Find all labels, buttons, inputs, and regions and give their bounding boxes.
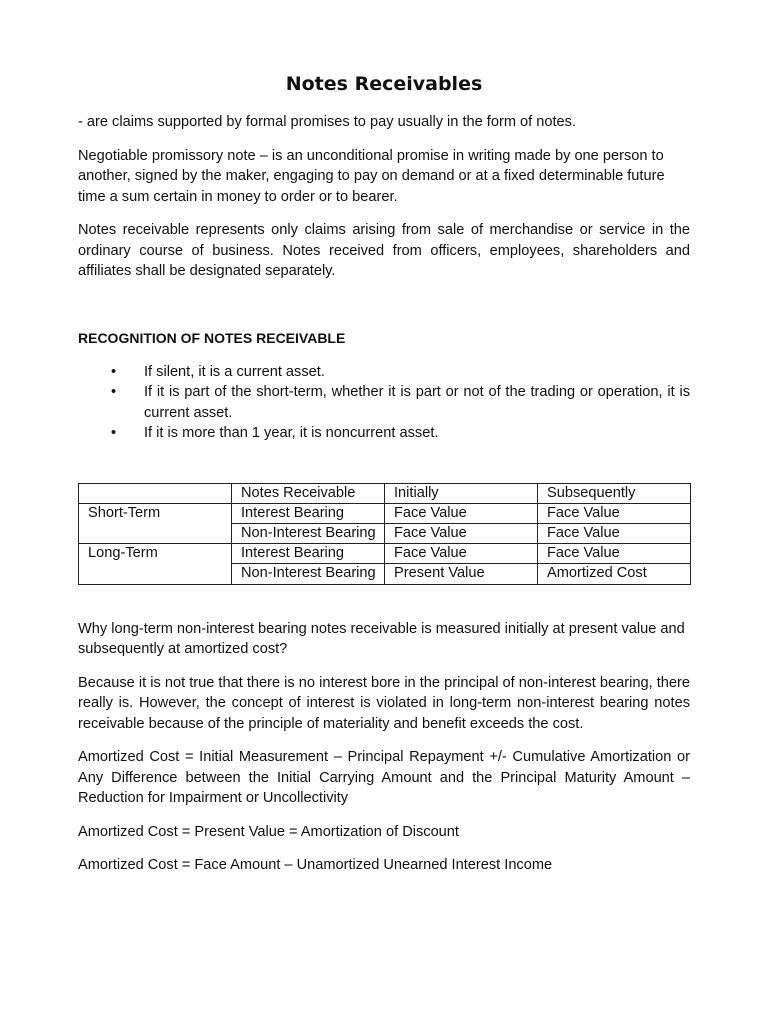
table-header-row <box>79 483 691 503</box>
list-item <box>111 423 690 444</box>
list-item-text: If it is more than 1 year, it is noncurrent asset. <box>144 425 439 441</box>
table-header-cell: Subsequently <box>538 483 691 503</box>
table-cell: Non-Interest Bearing <box>232 523 385 543</box>
intro-paragraph: - are claims supported by formal promises to pay usually in the form of notes. <box>78 114 577 130</box>
bullet-icon: • <box>111 384 117 400</box>
notes-receivable-definition-paragraph: Notes receivable represents only claims arising from sale of merchandise or service in the ordinary course of business. Notes received from officers, employees, shareholders and affiliates shall be designated separately. <box>78 222 690 279</box>
table-row <box>79 503 691 523</box>
answer-paragraph: Because it is not true that there is no interest bore in the principal of non-interest bearing, there really is. However, the concept of interest is violated in long-term non-interest bearing notes receivable because of the principle of materiality and benefit exceeds the cost. <box>78 674 690 732</box>
table-header-cell <box>79 483 232 503</box>
amortized-cost-formula-2: Amortized Cost = Present Value = Amortization of Discount <box>78 823 459 840</box>
table-cell: Amortized Cost <box>538 564 691 584</box>
amortized-cost-formula-1: Amortized Cost = Initial Measurement – Principal Repayment +/- Cumulative Amortization or Any Difference between the Initial Carrying Amount and the Principal Maturity Amount – Reduction for Impairment or Uncollectivity <box>78 749 690 807</box>
table-cell: Interest Bearing <box>232 544 385 564</box>
bullet-icon: • <box>111 363 117 380</box>
negotiable-note-paragraph: Negotiable promissory note – is an unconditional promise in writing made by one person to another, signed by the maker, engaging to pay on demand or at a fixed determinable future time a sum certain in money to order or to bearer. <box>78 147 665 205</box>
list-item <box>111 382 690 423</box>
table-cell: Face Value <box>385 523 538 543</box>
table-cell: Face Value <box>538 503 691 523</box>
recognition-heading: RECOGNITION OF NOTES RECEIVABLE <box>78 329 346 346</box>
table-cell: Face Value <box>385 503 538 523</box>
amortized-cost-formula-3: Amortized Cost = Face Amount – Unamortized Unearned Interest Income <box>78 857 553 874</box>
table-row <box>79 544 691 564</box>
table-header-cell: Initially <box>385 483 538 503</box>
table-cell: Interest Bearing <box>232 503 385 523</box>
bullet-icon: • <box>111 425 117 441</box>
list-item-text: If it is part of the short-term, whether it is part or not of the trading or operation, it is current asset. <box>144 384 690 421</box>
table-cell: Face Value <box>538 523 691 543</box>
table-cell: Face Value <box>385 544 538 564</box>
list-item <box>111 362 690 383</box>
table-cell: Present Value <box>385 564 538 584</box>
table-cell: Non-Interest Bearing <box>232 564 385 584</box>
question-paragraph: Why long-term non-interest bearing notes receivable is measured initially at present value and subsequently at amortized cost? <box>78 620 685 658</box>
page-title: Notes Receivables <box>285 73 483 95</box>
list-item-text: If silent, it is a current asset. <box>144 363 325 380</box>
recognition-list <box>78 362 690 444</box>
measurement-table <box>78 483 691 585</box>
document-page <box>78 72 690 889</box>
long-term-label: Long-Term <box>79 544 232 584</box>
table-cell: Face Value <box>538 544 691 564</box>
table-header-cell: Notes Receivable <box>232 483 385 503</box>
short-term-label: Short-Term <box>79 503 232 543</box>
